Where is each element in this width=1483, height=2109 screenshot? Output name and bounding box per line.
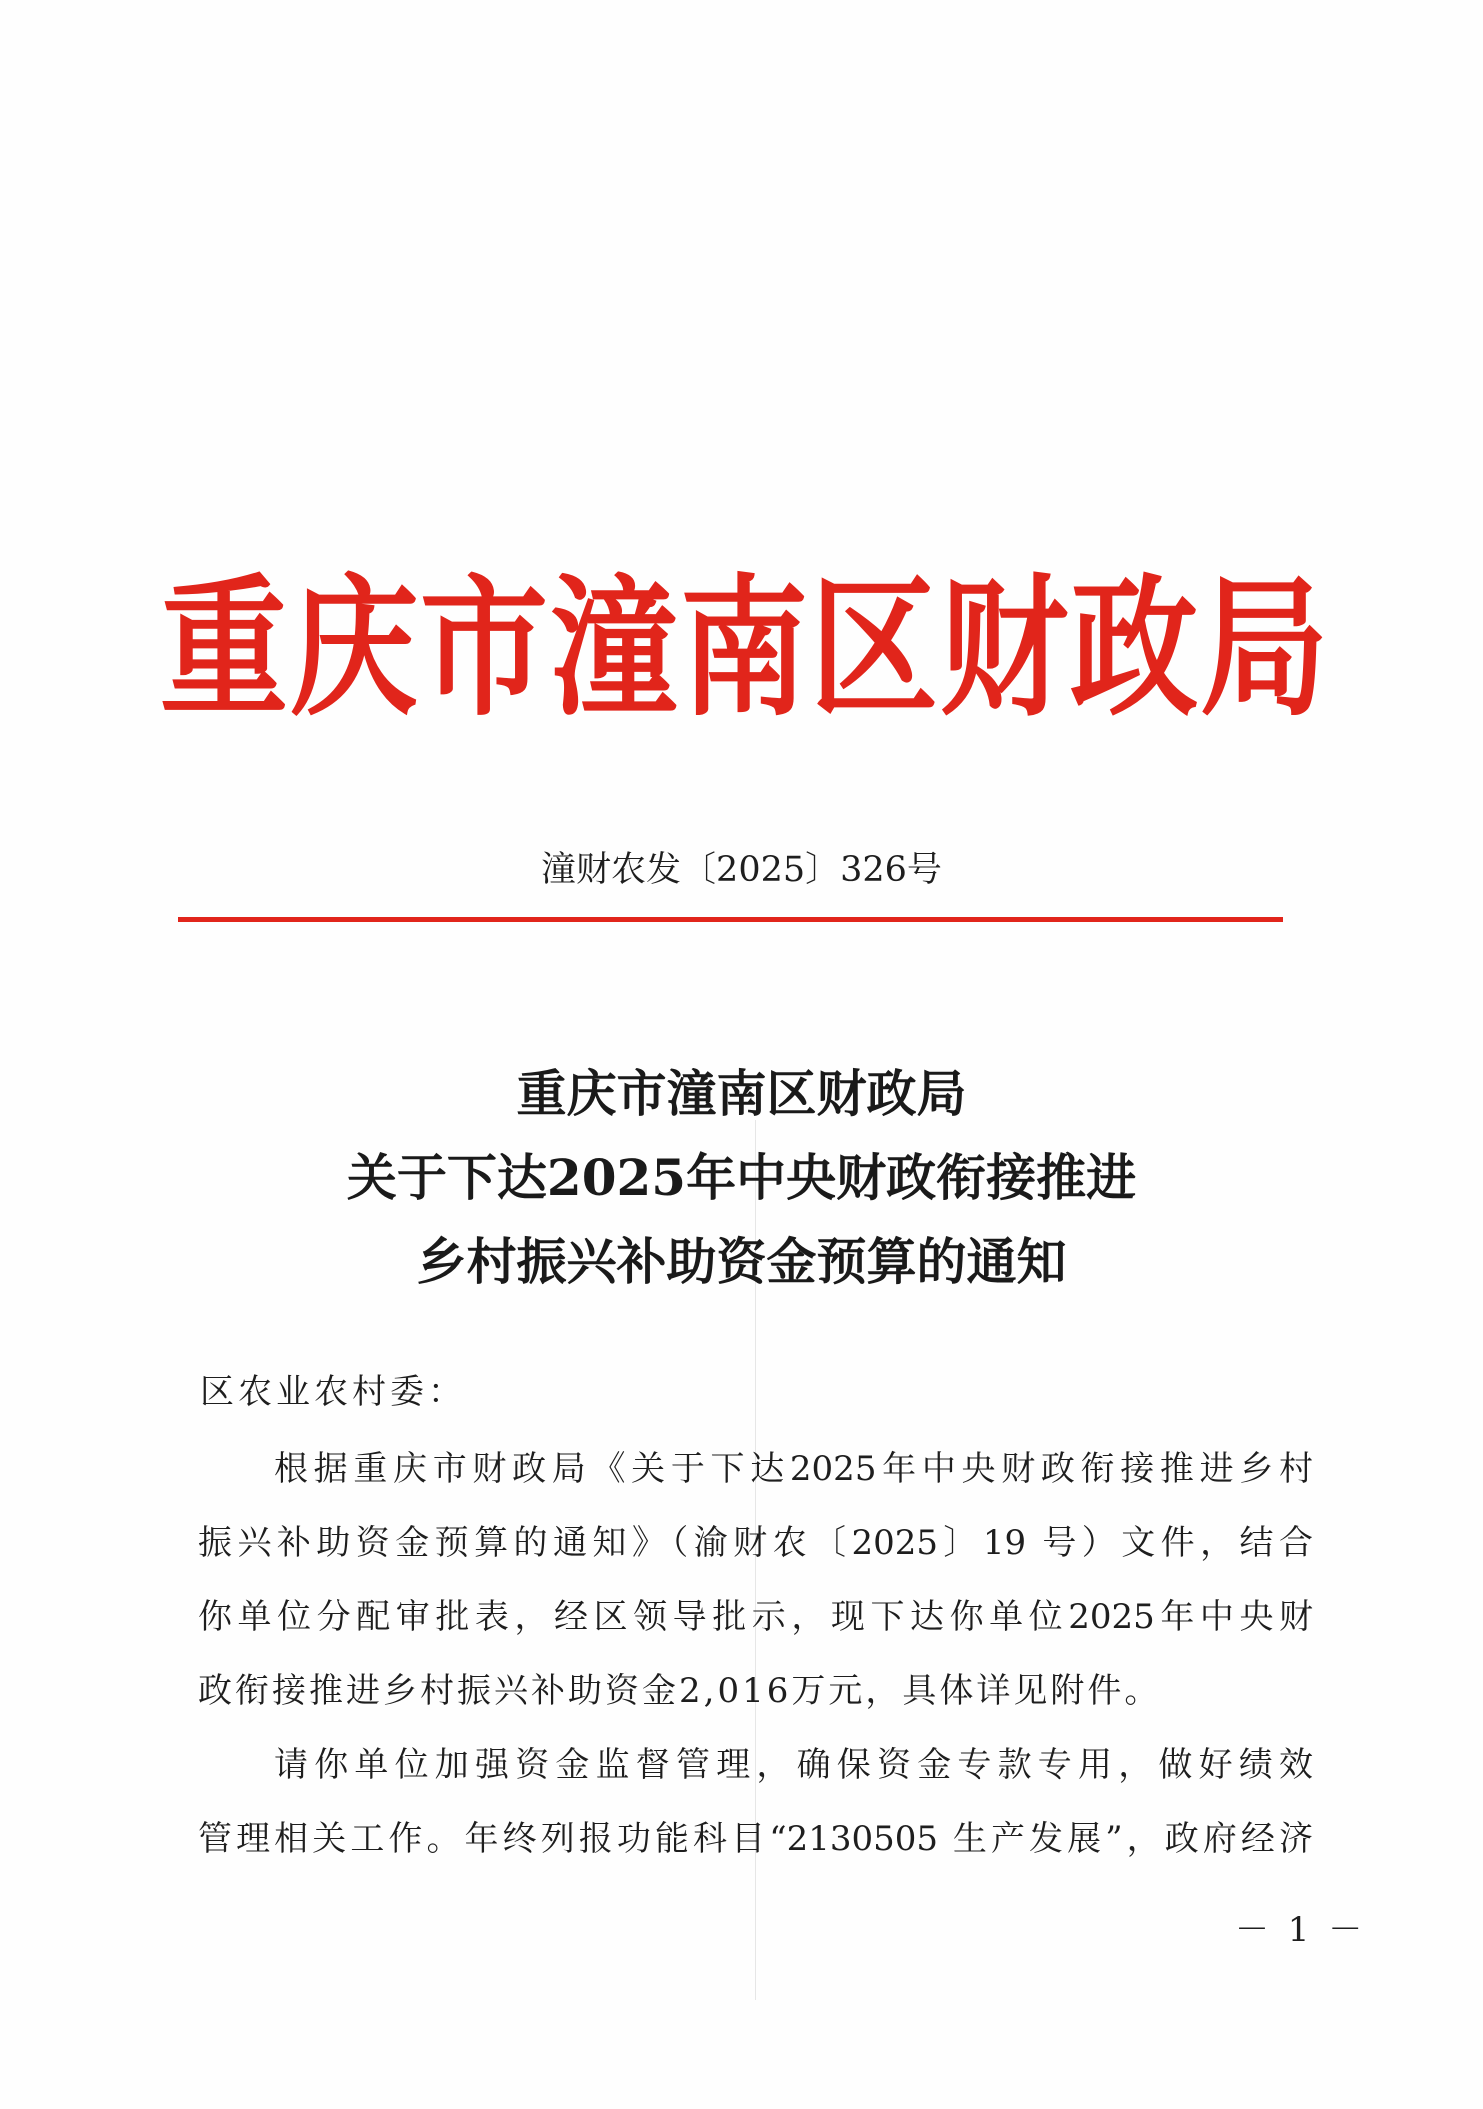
title-line-2: 关于下达2025年中央财政衔接推进 [346,1148,1137,1207]
page-number: － 1 － [1235,1910,1367,1950]
document-title [0,1052,1483,1304]
body-line-2: 振兴补助资金预算的通知》（渝财农〔2025〕19 号）文件，结合 [198,1523,1313,1563]
salutation: 区农业农村委： [200,1372,466,1412]
body-text [198,1432,1313,1876]
issuer-header: 重庆市潼南区财政局 [160,561,1331,738]
body-line-3: 你单位分配审批表，经区领导批示，现下达你单位2025年中央财 [198,1597,1313,1637]
body-line-4: 政衔接推进乡村振兴补助资金2,016万元，具体详见附件。 [198,1671,1162,1711]
body-line-1: 根据重庆市财政局《关于下达2025年中央财政衔接推进乡村 [274,1449,1313,1489]
title-line-3: 乡村振兴补助资金预算的通知 [416,1232,1067,1291]
title-line-1: 重庆市潼南区财政局 [516,1064,967,1123]
body-line-6: 管理相关工作。年终列报功能科目“2130505 生产发展”，政府经济 [198,1819,1313,1859]
document-number: 潼财农发〔2025〕326号 [541,850,942,890]
red-divider-line [178,917,1283,922]
body-line-5: 请你单位加强资金监督管理，确保资金专款专用，做好绩效 [274,1745,1313,1785]
